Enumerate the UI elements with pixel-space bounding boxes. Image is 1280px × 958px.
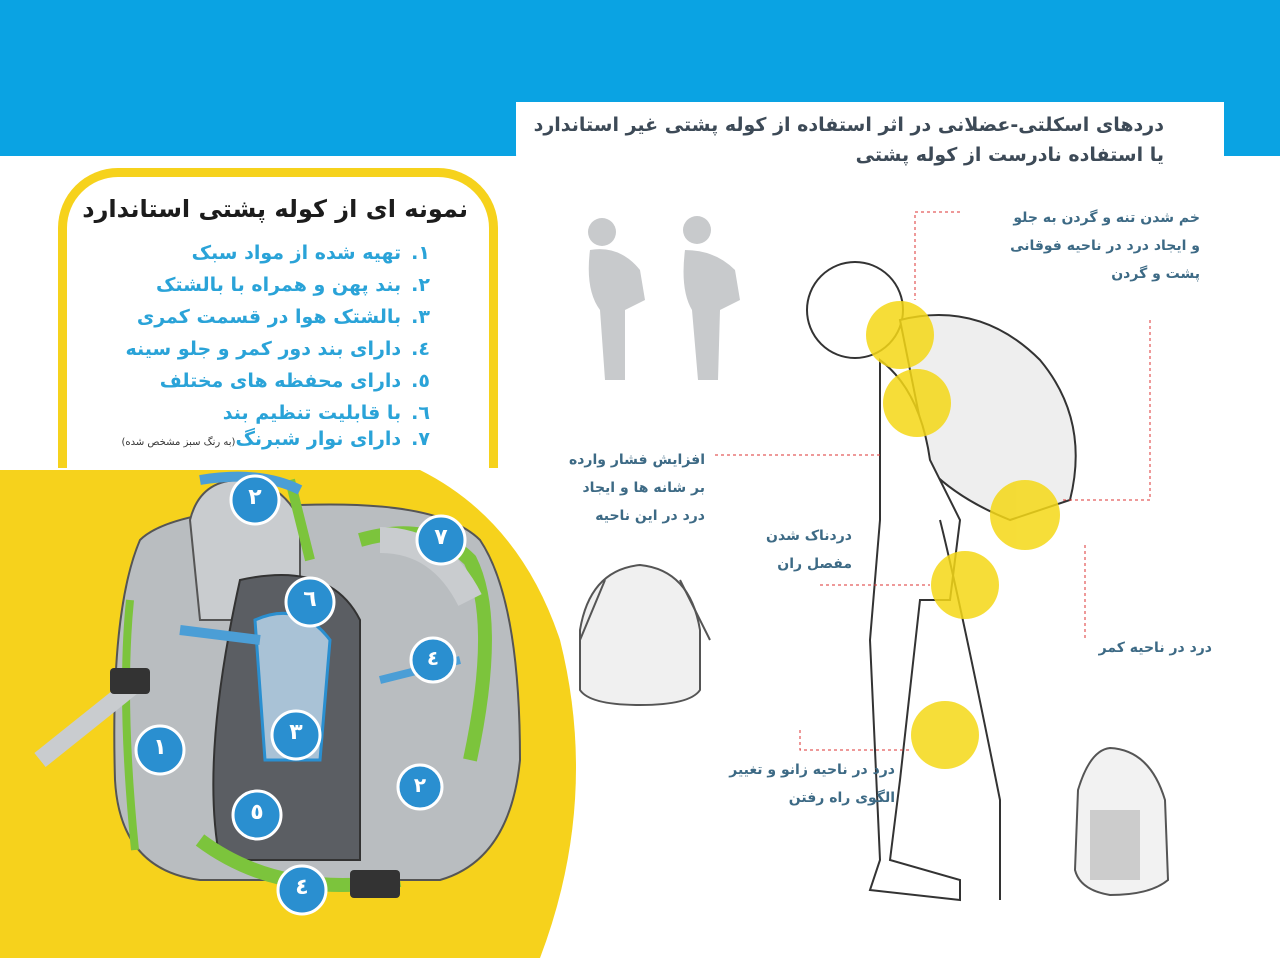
standard-list-item: ٤.دارای بند دور کمر و جلو سینه bbox=[125, 338, 430, 360]
badge-label: ۳ bbox=[289, 720, 303, 745]
badge-label: ۲ bbox=[413, 773, 427, 797]
posture-silhouettes bbox=[588, 216, 740, 380]
callout-shoulder: افزایش فشار وارده بر شانه ها و ایجاد درد در این ناحیه bbox=[568, 452, 705, 524]
title-card bbox=[516, 102, 1224, 184]
standard-list-item: ۲.بند پهن و همراه با بالشتک bbox=[155, 274, 430, 296]
callout-waist: درد در ناحیه کمر bbox=[1098, 640, 1212, 656]
standard-list-item: ۳.بالشتک هوا در قسمت کمری bbox=[136, 306, 430, 328]
badge-label: ٤ bbox=[295, 875, 309, 900]
standard-list-item: ۱.تهیه شده از مواد سبک bbox=[191, 242, 430, 264]
list-item-note: (به رنگ سبز مشخص شده) bbox=[121, 437, 236, 448]
callout-hip: دردناک شدن مفصل ران bbox=[766, 528, 852, 572]
page-title-line2: یا استفاده نادرست از کوله پشتی bbox=[855, 144, 1164, 166]
standard-list-item: ٦.با قابلیت تنظیم بند bbox=[222, 402, 430, 424]
callout-knee: درد در ناحیه زانو و تغییر الگوی راه رفتن bbox=[729, 762, 895, 806]
side-backpack-illustration bbox=[1075, 748, 1168, 895]
badge-label: ۲ bbox=[248, 485, 262, 510]
loose-backpack-outline bbox=[580, 565, 710, 705]
badge-label: ٦ bbox=[303, 587, 317, 612]
standard-list-title: نمونه ای از کوله پشتی استاندارد bbox=[82, 195, 468, 223]
page-title-line1: دردهای اسکلتی-عضلانی در اثر استفاده از کوله پشتی غیر استاندارد bbox=[533, 114, 1164, 136]
badge-label: ٧ bbox=[434, 525, 448, 550]
standard-list-item: ٥.دارای محفظه های مختلف bbox=[159, 370, 430, 392]
badge-label: ٥ bbox=[250, 800, 264, 825]
standard-list-item: ٧.دارای نوار شبرنگ(به رنگ سبز مشخص شده) bbox=[121, 428, 430, 450]
badge-label: ۱ bbox=[153, 735, 167, 760]
callout-neck: خم شدن تنه و گردن به جلو و ایجاد درد در ناحیه فوقانی پشت و گردن bbox=[1010, 210, 1200, 282]
badge-label: ٤ bbox=[426, 646, 440, 670]
